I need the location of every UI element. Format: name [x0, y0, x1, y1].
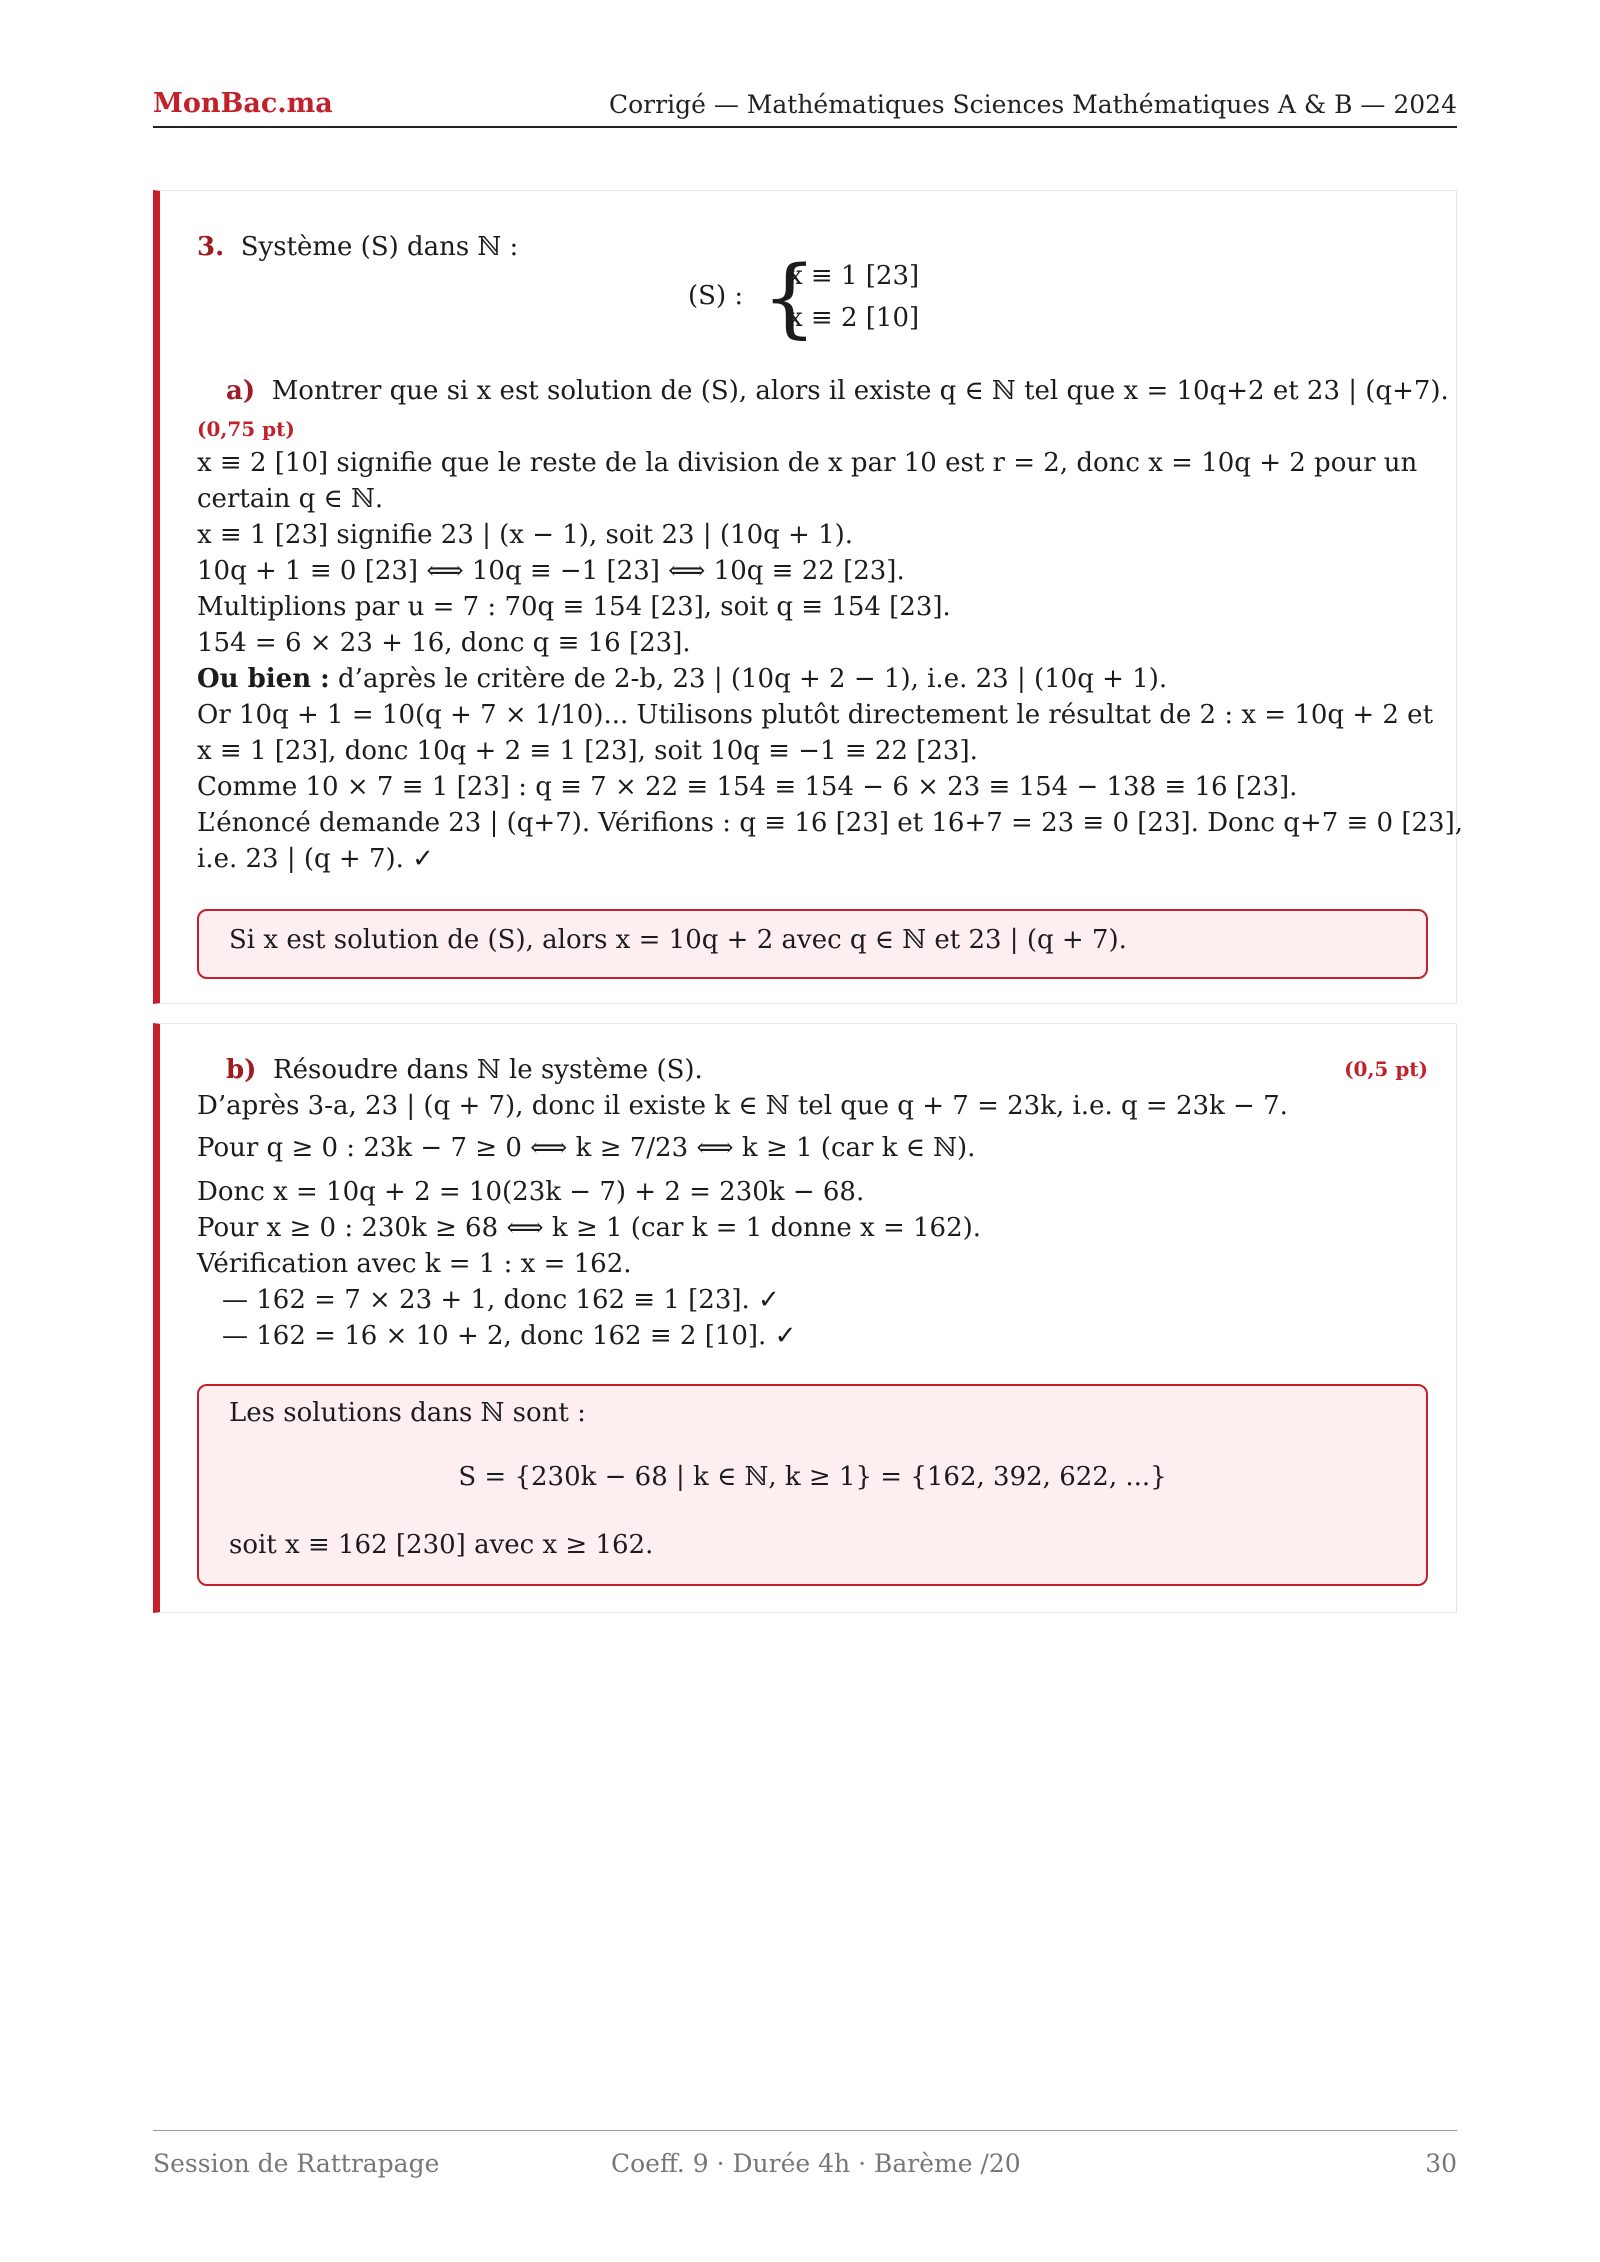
section-intro — [197, 229, 518, 265]
section-intro-text: Système (S) dans ℕ : — [240, 232, 519, 262]
part-a-line: x ≡ 2 [10] signifie que le reste de la division de x par 10 est r = 2, donc x = 10q + 2 pour un — [197, 448, 1418, 478]
system-eq2: x ≡ 2 [10] — [788, 303, 920, 333]
page-header — [153, 88, 1457, 128]
part-b-question — [226, 1052, 703, 1088]
part-b-line: Vérification avec k = 1 : x = 162. — [197, 1249, 632, 1279]
part-a-line: x ≡ 1 [23] signifie 23 | (x − 1), soit 23 | (10q + 1). — [197, 520, 854, 550]
part-a-line: certain q ∈ ℕ. — [197, 484, 384, 514]
part-a-line: Comme 10 × 7 ≡ 1 [23] : q ≡ 7 × 22 ≡ 154 ≡ 154 − 6 × 23 ≡ 154 − 138 ≡ 16 [23]. — [197, 772, 1298, 802]
brace-icon: { — [762, 248, 817, 348]
section-number: 3. — [197, 232, 225, 262]
part-b-result-end: soit x ≡ 162 [230] avec x ≥ 162. — [229, 1530, 654, 1560]
part-b-label: b) — [226, 1055, 257, 1085]
part-a-line: 154 = 6 × 23 + 16, donc q ≡ 16 [23]. — [197, 628, 691, 658]
part-b-line: — 162 = 7 × 23 + 1, donc 162 ≡ 1 [23]. ✓ — [222, 1285, 780, 1315]
question-3b-card — [153, 1023, 1457, 1613]
part-a-line: L’énoncé demande 23 | (q+7). Vérifions : q ≡ 16 [23] et 16+7 = 23 ≡ 0 [23]. Donc q+7 ≡ 0 [23], — [197, 808, 1463, 838]
part-b-result-box — [197, 1384, 1428, 1586]
part-a-line: Or 10q + 1 = 10(q + 7 × 1/10)... Utilisons plutôt directement le résultat de 2 : x = 10q + 2 et — [197, 700, 1434, 730]
part-a-result-box — [197, 909, 1428, 979]
system-label: (S) : — [688, 281, 744, 311]
part-a-line: i.e. 23 | (q + 7). ✓ — [197, 844, 434, 874]
brand-logo: MonBac.ma — [153, 88, 333, 119]
part-b-line: Donc x = 10q + 2 = 10(23k − 7) + 2 = 230k − 68. — [197, 1177, 865, 1207]
part-b-result-intro: Les solutions dans ℕ sont : — [229, 1398, 586, 1428]
part-b-question-text: Résoudre dans ℕ le système (S). — [273, 1055, 703, 1085]
part-b-line: Pour x ≥ 0 : 230k ≥ 68 ⟺ k ≥ 1 (car k = 1 donne x = 162). — [197, 1213, 982, 1243]
part-a-label: a) — [226, 376, 256, 406]
ou-bien-label: Ou bien : — [197, 664, 330, 694]
part-b-line: D’après 3-a, 23 | (q + 7), donc il existe k ∈ ℕ tel que q + 7 = 23k, i.e. q = 23k − 7. — [197, 1091, 1288, 1121]
part-a-line: Multiplions par u = 7 : 70q ≡ 154 [23], soit q ≡ 154 [23]. — [197, 592, 951, 622]
part-b-line: Pour q ≥ 0 : 23k − 7 ≥ 0 ⟺ k ≥ 7/23 ⟺ k ≥ 1 (car k ∈ ℕ). — [197, 1133, 976, 1163]
part-a-line: 10q + 1 ≡ 0 [23] ⟺ 10q ≡ −1 [23] ⟺ 10q ≡ 22 [23]. — [197, 556, 905, 586]
page-footer — [153, 2130, 1457, 2181]
part-a-ou-bien-line — [197, 661, 1167, 697]
page-number: 30 — [1425, 2149, 1457, 2178]
system-eq1: x ≡ 1 [23] — [788, 261, 920, 291]
footer-session: Session de Rattrapage — [153, 2149, 440, 2178]
part-b-points: (0,5 pt) — [1344, 1057, 1428, 1081]
part-a-result: Si x est solution de (S), alors x = 10q + 2 avec q ∈ ℕ et 23 | (q + 7). — [229, 925, 1127, 955]
part-a-question-text: Montrer que si x est solution de (S), alors il existe q ∈ ℕ tel que x = 10q+2 et 23 | (q+7). — [271, 376, 1449, 406]
part-b-line: — 162 = 16 × 10 + 2, donc 162 ≡ 2 [10]. ✓ — [222, 1321, 797, 1351]
part-b-result-set: S = {230k − 68 | k ∈ ℕ, k ≥ 1} = {162, 392, 622, ...} — [458, 1462, 1167, 1492]
part-a-line: x ≡ 1 [23], donc 10q + 2 ≡ 1 [23], soit 10q ≡ −1 ≡ 22 [23]. — [197, 736, 978, 766]
question-3a-card — [153, 190, 1463, 1004]
footer-coeff: Coeff. 9 · Durée 4h · Barème /20 — [611, 2149, 1021, 2178]
part-a-line-text: d’après le critère de 2-b, 23 | (10q + 2 − 1), i.e. 23 | (10q + 1). — [338, 664, 1168, 694]
header-title: Corrigé — Mathématiques Sciences Mathématiques A & B — 2024 — [609, 90, 1457, 119]
part-a-question — [226, 373, 1449, 409]
part-a-points: (0,75 pt) — [197, 417, 295, 441]
